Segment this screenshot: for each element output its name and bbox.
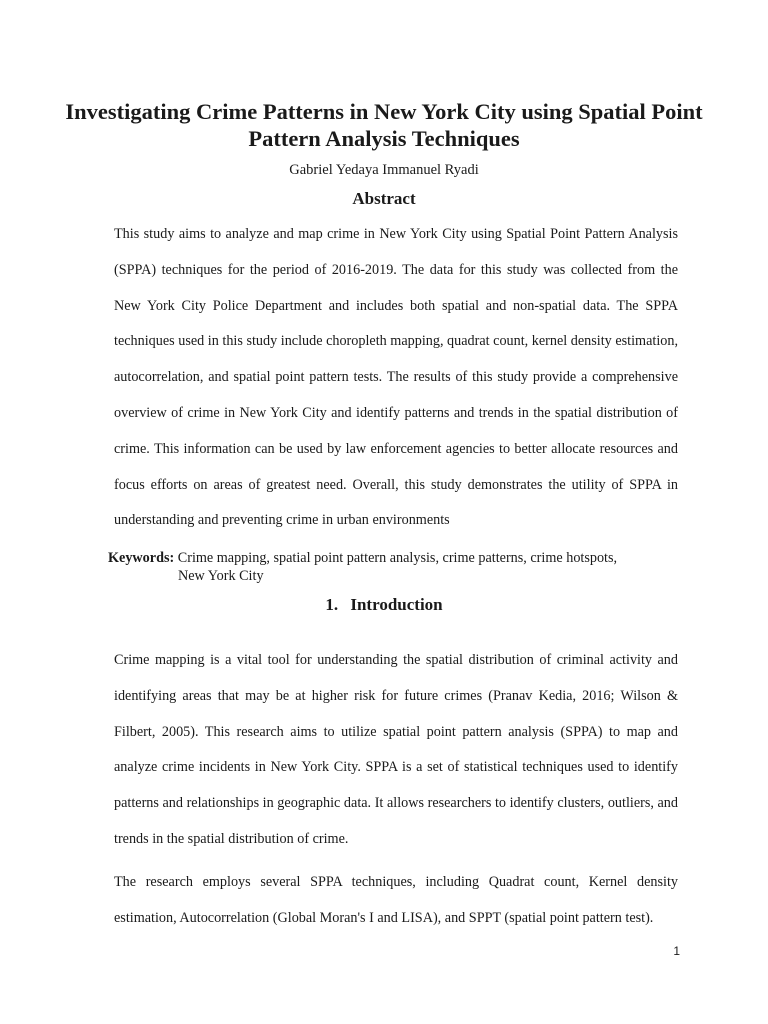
- keywords-list: Crime mapping, spatial point pattern analysis, crime patterns, crime hotspots,: [177, 550, 618, 566]
- section-title: Introduction: [350, 595, 443, 614]
- section-number: 1.: [325, 595, 339, 614]
- abstract-heading: Abstract: [352, 189, 416, 208]
- introduction-paragraph: Crime mapping is a vital tool for understanding the spatial distribution of criminal activity and identifying areas that may be at higher risk for future crimes (Pranav Kedia, 2016; Wilson & Filbert, 2005). This research aims to utilize spatial point pattern analysis (SPPA) to map and analyze crime incidents in New York City. SPPA is a set of statistical techniques used to identify patterns and relationships in geographic data. It allows researchers to identify clusters, outliers, and trends in the spatial distribution of crime.: [114, 652, 678, 847]
- keywords-list-continued: New York City: [178, 568, 264, 584]
- page-number: 1: [673, 944, 680, 958]
- author-name: Gabriel Yedaya Immanuel Ryadi: [289, 162, 479, 178]
- section-heading-introduction: [60, 594, 708, 616]
- keywords: [108, 549, 668, 585]
- abstract-text: This study aims to analyze and map crime in New York City using Spatial Point Pattern Analysis (SPPA) techniques for the period of 2016-2019. The data for this study was collected from the New York City Police Department and includes both spatial and non-spatial data. The SPPA techniques used in this study include choropleth mapping, quadrat count, kernel density estimation, autocorrelation, and spatial point pattern tests. The results of this study provide a comprehensive overview of crime in New York City and identify patterns and trends in the spatial distribution of crime. This information can be used by law enforcement agencies to better allocate resources and focus efforts on areas of greatest need. Overall, this study demonstrates the utility of SPPA in understanding and preventing crime in urban environments: [114, 226, 678, 529]
- introduction-paragraph: The research employs several SPPA techniques, including Quadrat count, Kernel density estimation, Autocorrelation (Global Moran's I and LISA), and SPPT (spatial point pattern test).: [114, 874, 678, 926]
- paper-title: Investigating Crime Patterns in New York City using Spatial Point Pattern Analysis Techniques: [65, 99, 703, 151]
- keywords-label: Keywords:: [108, 550, 175, 566]
